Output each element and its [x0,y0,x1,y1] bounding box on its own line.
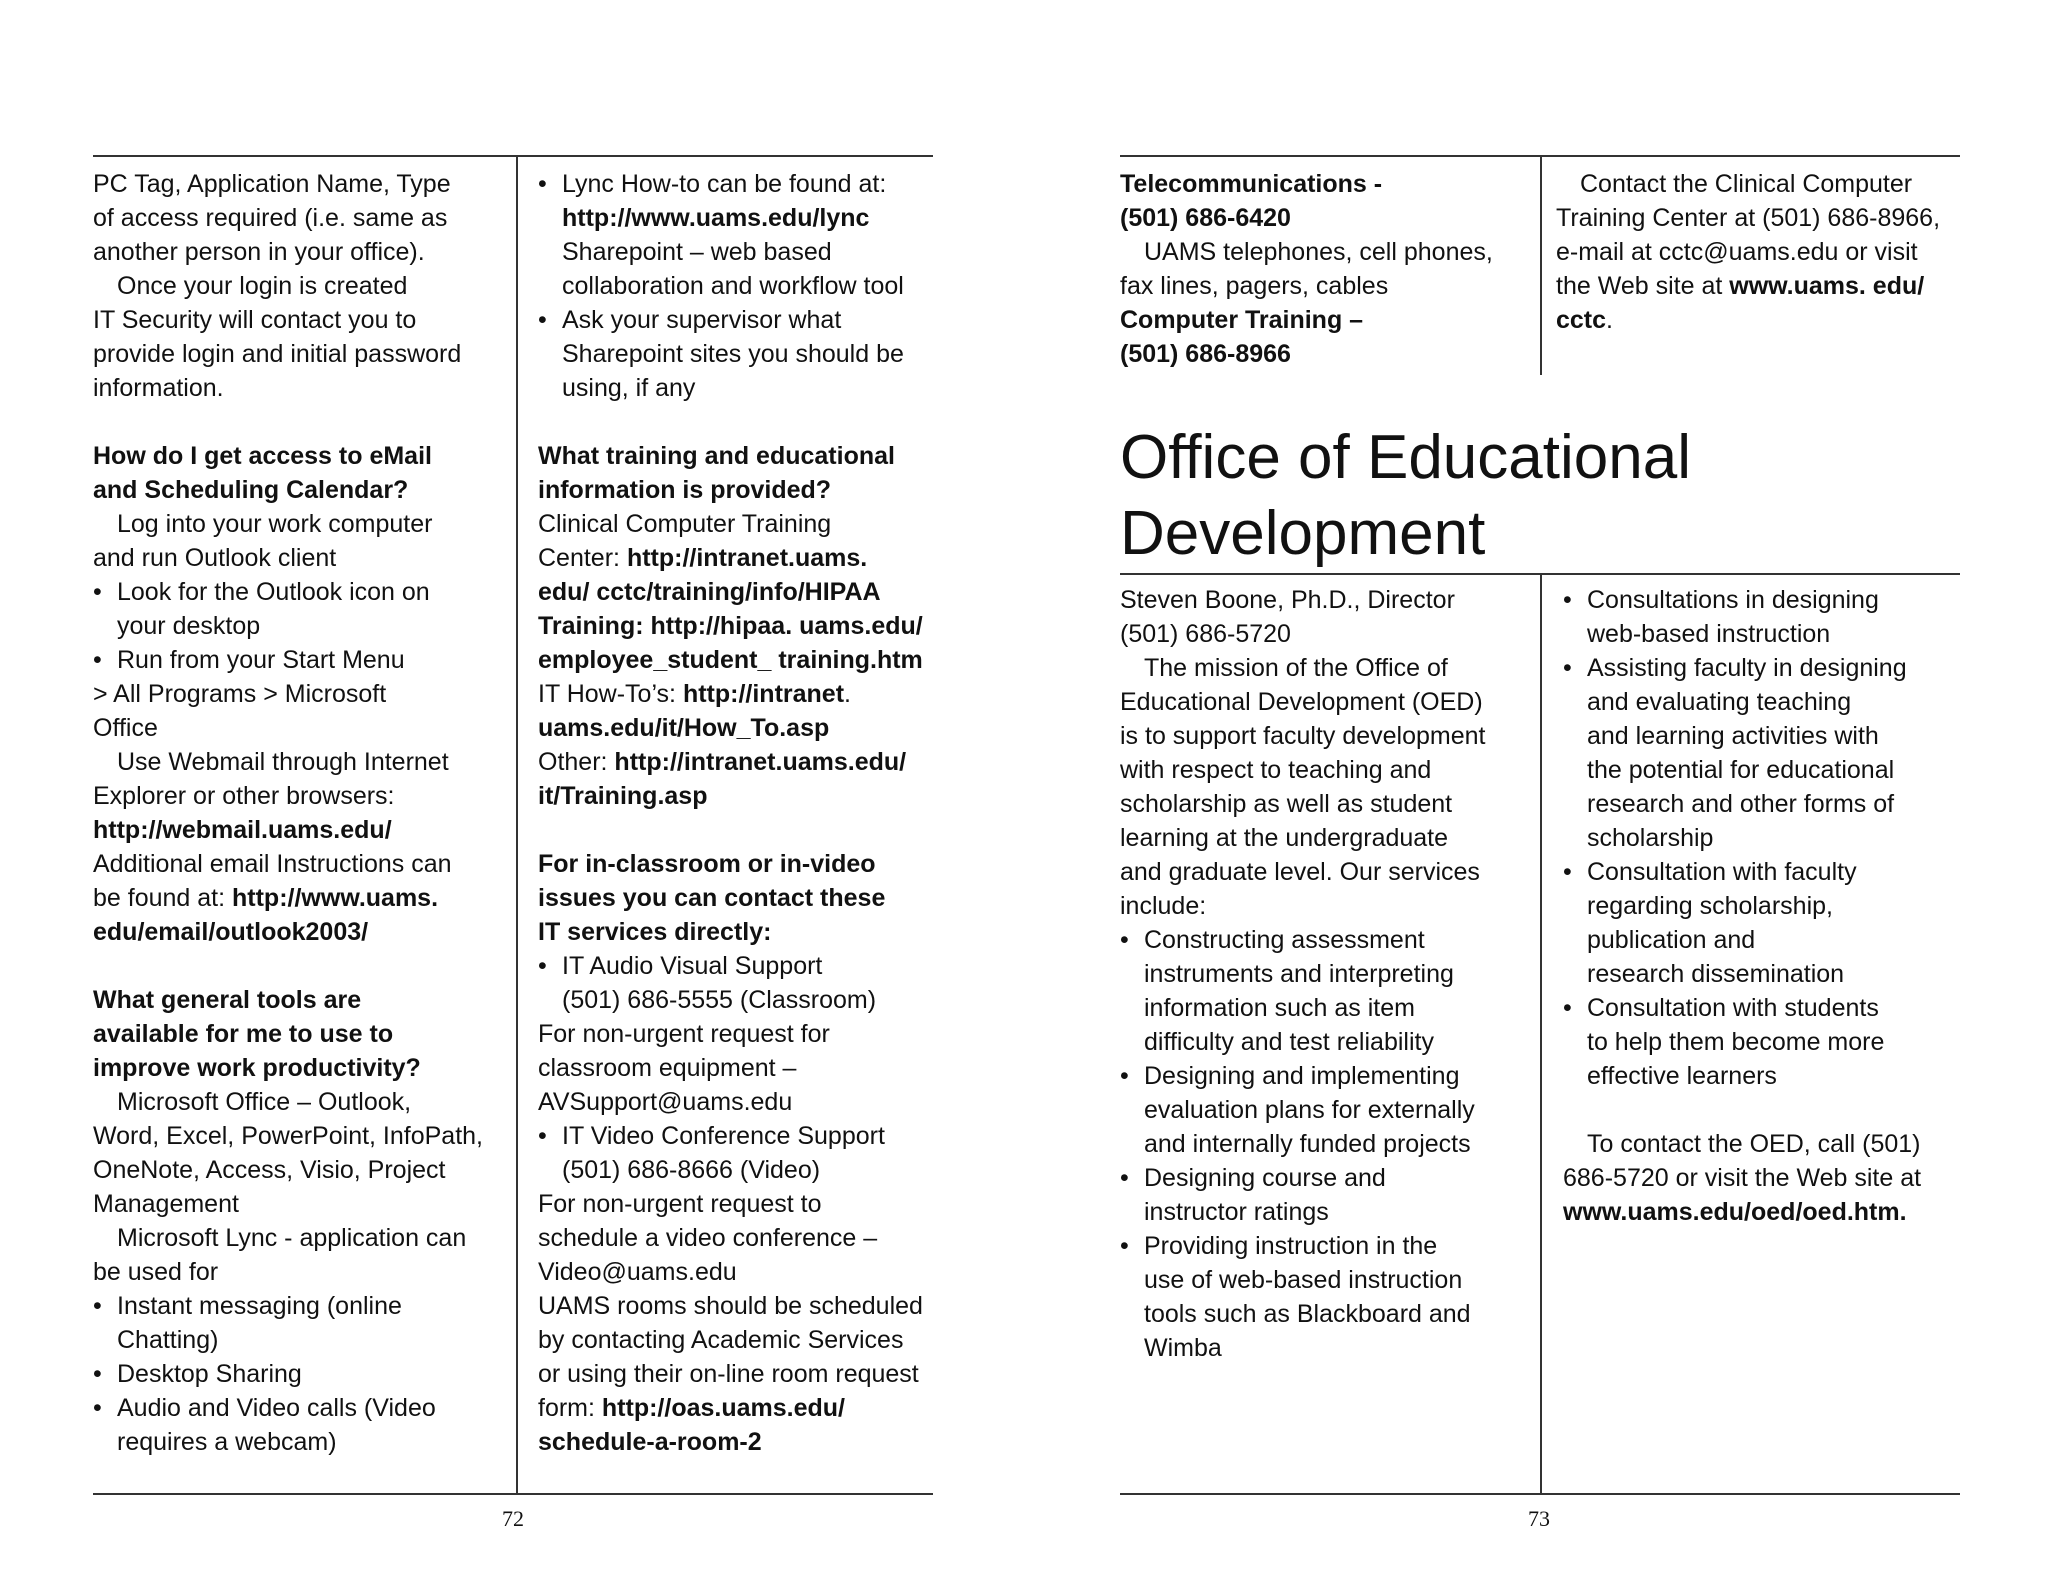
webmail-link[interactable]: http://webmail.uams.edu/ [93,816,392,844]
mission-line: The mission of the Office of [1144,654,1448,682]
cctc-line: Training Center at (501) 686-8966, [1556,204,1941,232]
page-number-right: 73 [1528,1506,1550,1531]
av-request-line: classroom equipment – [538,1054,797,1082]
start-menu-line: > All Programs > Microsoft [93,680,387,708]
cctc-line: e-mail at cctc@uams.edu or visit [1556,238,1918,266]
page-number-left: 72 [502,1506,524,1531]
howto-link[interactable]: uams.edu/it/How_To.asp [538,714,830,742]
cctc-link[interactable]: www.uams. edu/ [1729,272,1925,300]
intro-line: PC Tag, Application Name, Type [93,170,451,198]
vc-request-line: UAMS rooms should be scheduled [538,1292,923,1320]
office-line: Management [93,1190,239,1218]
services-list-left [1120,923,1485,1365]
section-title: Office of Educational Development [1120,423,1691,568]
list-item: • Ask your supervisor what Sharepoint sites you should be using, if any [538,303,923,405]
list-item: • Consultations in designing web-based instruction [1563,583,1921,651]
email-intro-line: and run Outlook client [93,544,337,572]
start-menu-line: Office [93,714,158,742]
oed-column-left [1120,583,1485,1365]
cctc-line: Contact the Clinical Computer [1580,170,1913,198]
outlook2003-link[interactable]: edu/email/outlook2003/ [93,918,369,946]
telecom-desc: UAMS telephones, cell phones, [1144,238,1493,266]
login-line: Once your login is created [117,272,408,300]
lync-line: be used for [93,1258,219,1286]
howto-line: IT How-To’s: http://intranet. [538,680,851,708]
email-intro-line: Log into your work computer [117,510,433,538]
oed-contact-line: 686-5720 or visit the Web site at [1563,1164,1922,1192]
telecom-heading: (501) 686-6420 [1120,204,1291,232]
director-line: (501) 686-5720 [1120,620,1291,648]
office-line: Word, Excel, PowerPoint, InfoPath, [93,1122,484,1150]
hipaa-link[interactable]: employee_student_ training.htm [538,646,923,674]
vc-support-list [538,1119,923,1187]
training-link[interactable]: it/Training.asp [538,782,708,810]
question-email-heading: and Scheduling Calendar? [93,476,409,504]
vc-request-line: For non-urgent request to [538,1190,822,1218]
right-page-contacts [1120,167,1493,371]
center-line: Center: http://intranet.uams. [538,544,868,572]
outlook-bullet-list [93,575,483,677]
list-item: • Consultation with faculty regarding scholarship, publication and research dissemination [1563,855,1921,991]
mission-line: is to support faculty development [1120,722,1486,750]
list-item: • Designing and implementing evaluation plans for externally and internally funded projects [1120,1059,1485,1161]
list-item: • Assisting faculty in designing and evaluating teaching and learning activities with the potential for educational research and other forms of scholarship [1563,651,1921,855]
question-tools-heading: improve work productivity? [93,1054,421,1082]
list-item: • Desktop Sharing [93,1357,483,1391]
mission-line: learning at the undergraduate [1120,824,1449,852]
intro-line: of access required (i.e. same as [93,204,448,232]
mission-line: with respect to teaching and [1120,756,1432,784]
room-request-link[interactable]: schedule-a-room-2 [538,1428,762,1456]
office-line: OneNote, Access, Visio, Project [93,1156,446,1184]
av-support-list [538,949,923,1017]
list-item: • Providing instruction in the use of web-based instruction tools such as Blackboard and Wimba [1120,1229,1485,1365]
list-item: • Look for the Outlook icon on your desktop [93,575,483,643]
services-list-right [1563,583,1921,1093]
login-line: provide login and initial password [93,340,462,368]
left-page-column-1 [93,167,483,1459]
mission-line: include: [1120,892,1207,920]
howto-link[interactable]: http://intranet [682,680,845,708]
list-item: • Audio and Video calls (Video requires a webcam) [93,1391,483,1459]
other-line: Other: http://intranet.uams.edu/ [538,748,907,776]
login-line: information. [93,374,224,402]
intro-line: another person in your office). [93,238,425,266]
cctc-web-line: cctc. [1556,306,1613,334]
mission-line: and graduate level. Our services [1120,858,1480,886]
vc-request-line: by contacting Academic Services [538,1326,904,1354]
vc-request-line: Video@uams.edu [538,1258,737,1286]
training-heading: (501) 686-8966 [1120,340,1291,368]
list-item: • Instant messaging (online Chatting) [93,1289,483,1357]
webmail-line: Explorer or other browsers: [93,782,395,810]
question-classroom-heading: For in-classroom or in-video [538,850,876,878]
telecom-heading: Telecommunications - [1120,170,1383,198]
oed-column-right [1563,583,1921,1229]
telecom-desc: fax lines, pagers, cables [1120,272,1389,300]
question-training-heading: What training and educational [538,442,895,470]
login-line: IT Security will contact you to [93,306,417,334]
cctc-link[interactable]: cctc [1556,306,1607,334]
director-line: Steven Boone, Ph.D., Director [1120,586,1455,614]
top-rule-left [93,155,933,157]
hipaa-link[interactable]: edu/ cctc/training/info/HIPAA [538,578,881,606]
list-item: • Designing course and instructor ratings [1120,1161,1485,1229]
question-email-heading: How do I get access to eMail [93,442,432,470]
office-line: Microsoft Office – Outlook, [117,1088,412,1116]
list-item: • Run from your Start Menu [93,643,483,677]
outlook2003-link[interactable]: http://www.uams. [232,884,439,912]
cct-label: Clinical Computer Training [538,510,832,538]
hipaa-link[interactable]: Training: http://hipaa. uams.edu/ [538,612,923,640]
lync-link[interactable]: http://www.uams.edu/lync [562,204,870,232]
instructions-line: Additional email Instructions can [93,850,452,878]
mission-line: Educational Development (OED) [1120,688,1483,716]
mission-line: scholarship as well as student [1120,790,1453,818]
list-item: • Constructing assessment instruments and interpreting information such as item difficulty and test reliability [1120,923,1485,1059]
question-training-heading: information is provided? [538,476,832,504]
list-item: • IT Video Conference Support (501) 686-8666 (Video) [538,1119,923,1187]
question-classroom-heading: issues you can contact these [538,884,886,912]
oed-web-link[interactable]: www.uams.edu/oed/oed.htm. [1563,1198,1907,1226]
form-line: form: http://oas.uams.edu/ [538,1394,845,1422]
list-item: • IT Audio Visual Support (501) 686-5555 (Classroom) [538,949,923,1017]
column-divider-right-bottom [1540,573,1542,1493]
question-tools-heading: available for me to use to [93,1020,394,1048]
vc-request-line: or using their on-line room request [538,1360,919,1388]
bottom-rule-right [1120,1493,1960,1495]
column-divider-left [516,155,518,1493]
left-page-column-2 [538,167,923,1459]
right-page-cctc [1556,167,1940,337]
instructions-line: be found at: http://www.uams. [93,884,439,912]
av-request-line: For non-urgent request for [538,1020,830,1048]
webmail-line: Use Webmail through Internet [117,748,449,776]
lync-line: Microsoft Lync - application can [117,1224,467,1252]
training-link[interactable]: http://intranet.uams.edu/ [614,748,907,776]
cctc-web-line: the Web site at www.uams. edu/ [1556,272,1925,300]
column-divider-right-top [1540,155,1542,375]
lync-bullet-list [93,1289,483,1459]
lync-howto-list [538,167,923,405]
training-heading: Computer Training – [1120,306,1364,334]
av-request-line: AVSupport@uams.edu [538,1088,793,1116]
list-item: • Lync How-to can be found at: http://www.uams.edu/lync Sharepoint – web based collaboration and workflow tool [538,167,923,303]
question-tools-heading: What general tools are [93,986,362,1014]
oed-contact-line: To contact the OED, call (501) [1587,1130,1921,1158]
vc-request-line: schedule a video conference – [538,1224,878,1252]
list-item: • Consultation with students to help them become more effective learners [1563,991,1921,1093]
room-request-link[interactable]: http://oas.uams.edu/ [601,1394,845,1422]
intranet-link[interactable]: http://intranet.uams. [626,544,868,572]
bottom-rule-left [93,1493,933,1495]
question-classroom-heading: IT services directly: [538,918,772,946]
